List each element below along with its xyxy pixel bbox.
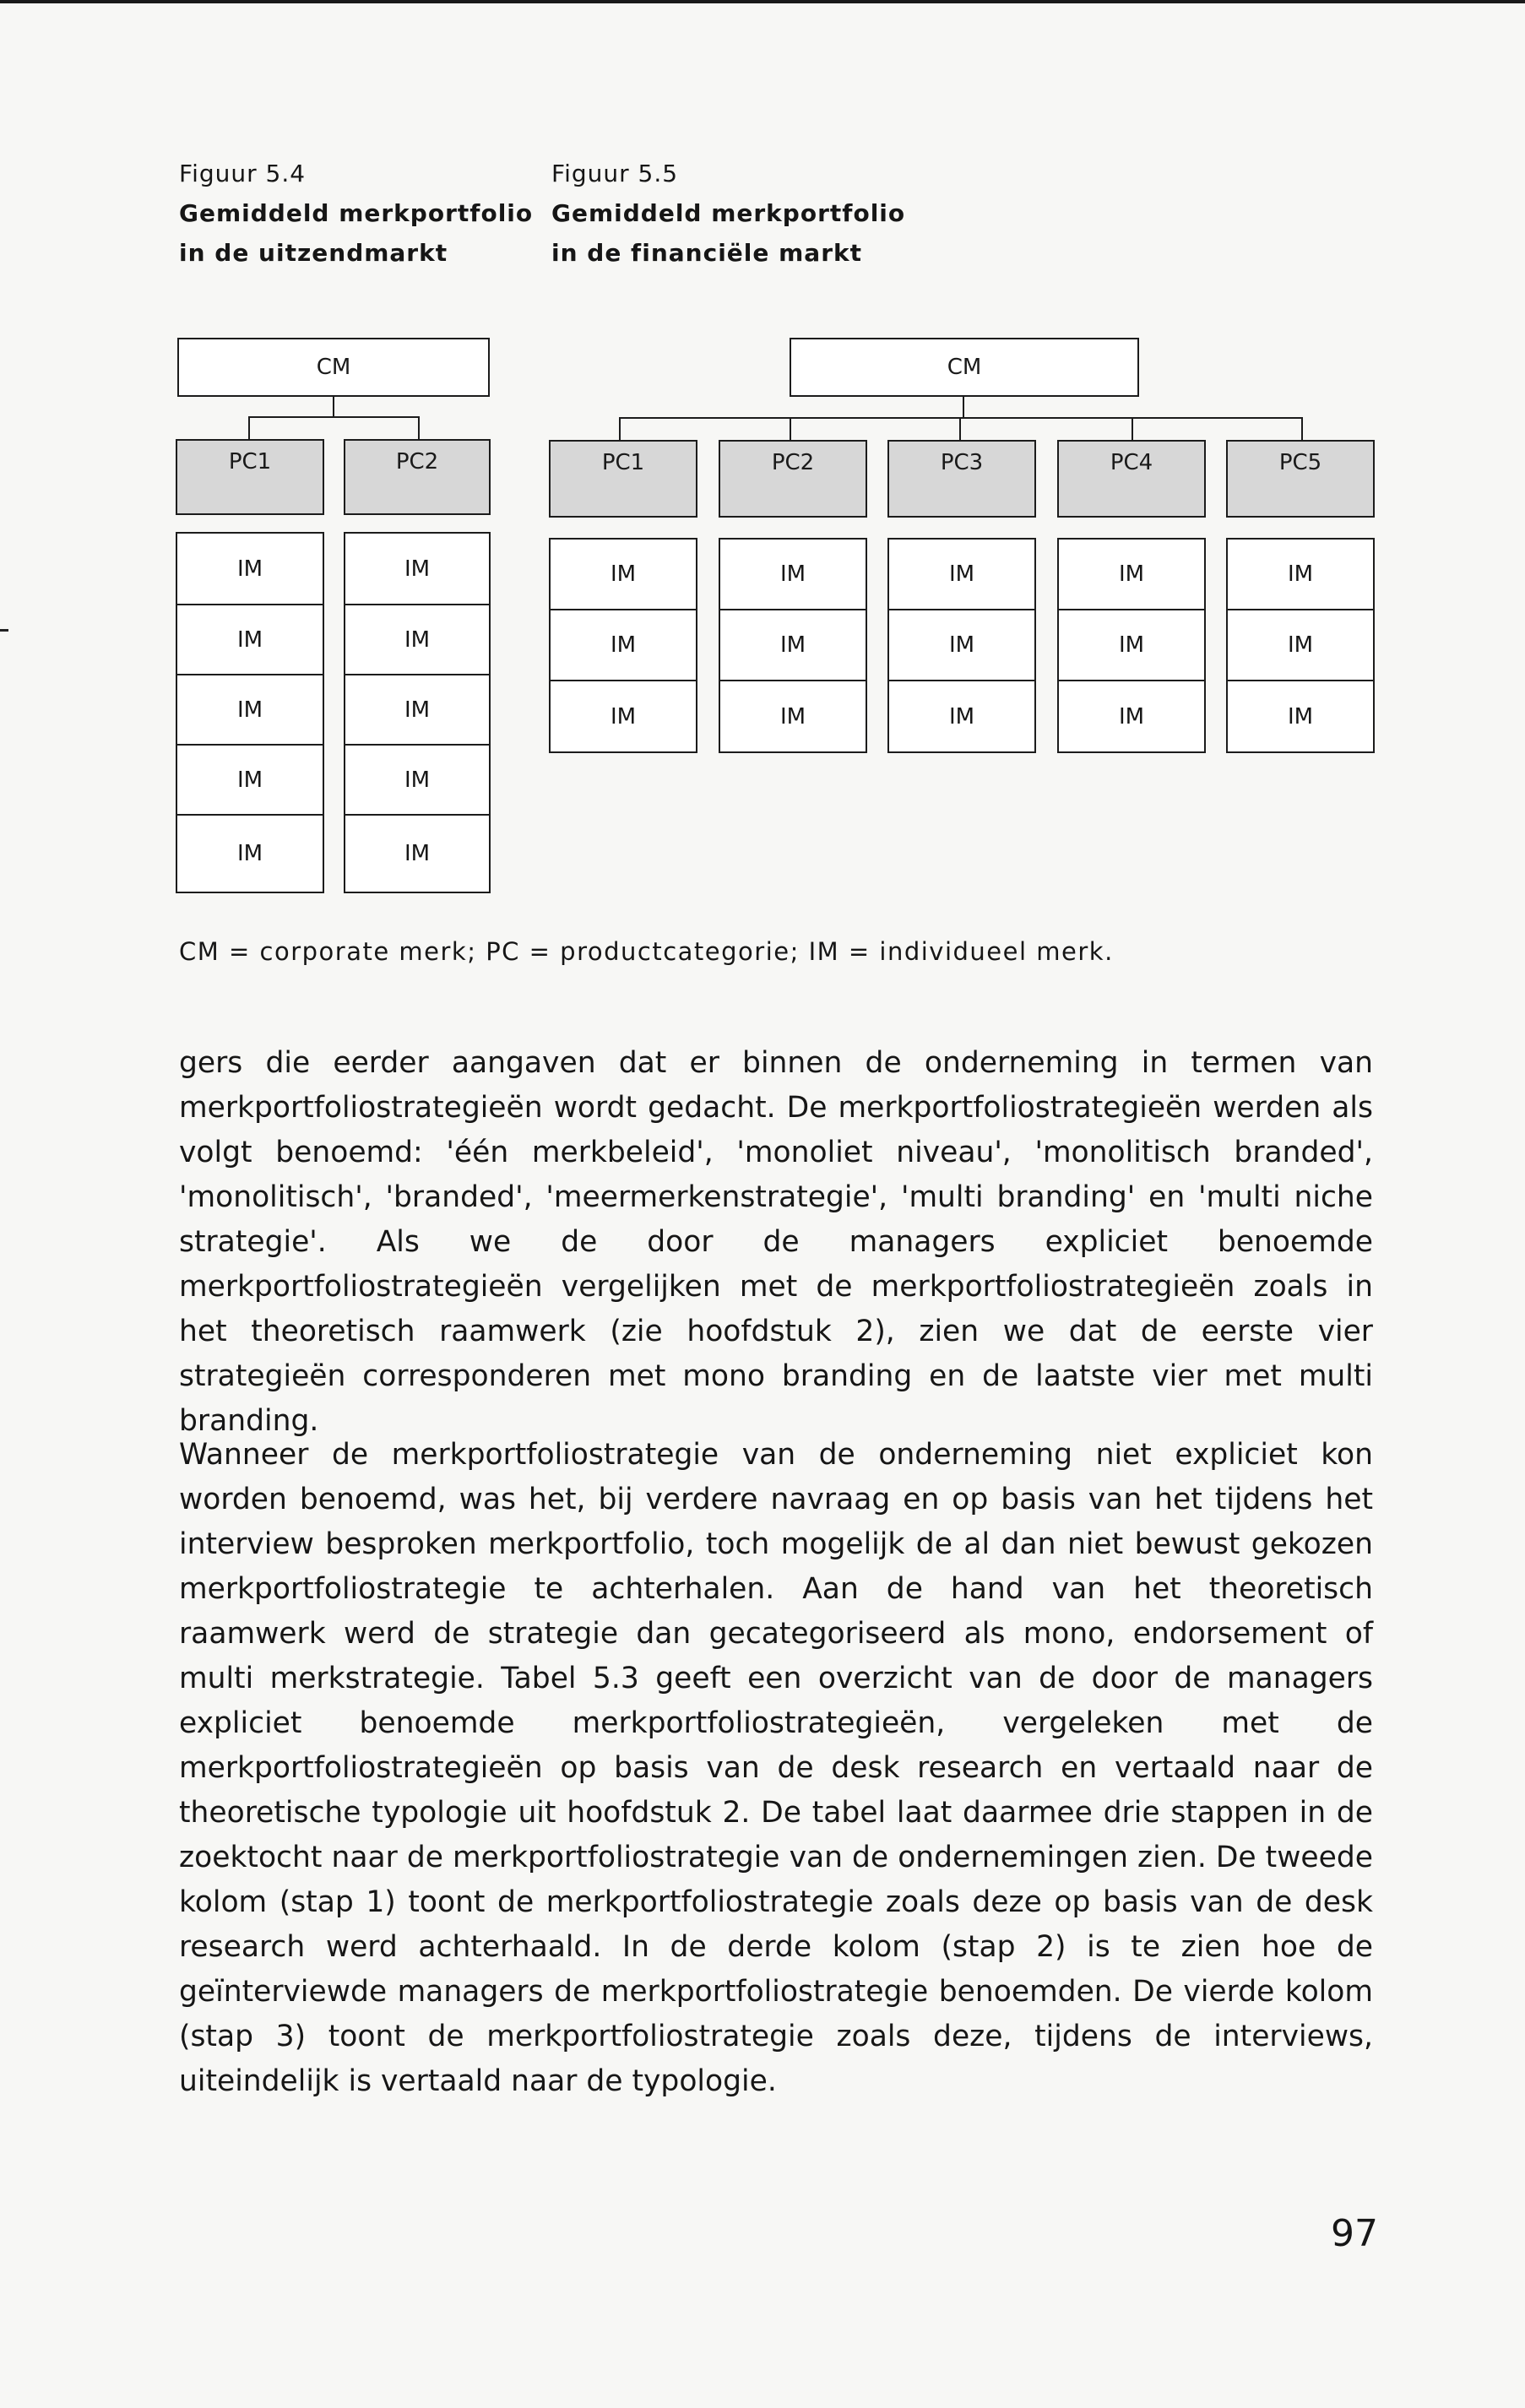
corporate-brand-box: CM [790, 338, 1139, 397]
product-category-box: PC1 [176, 439, 324, 515]
brand-column [344, 532, 491, 893]
connector-line [333, 397, 334, 417]
individual-brand-cell: IM [889, 540, 1034, 610]
individual-brand-cell: IM [948, 703, 975, 729]
figure-5-5-title-line2: in de financiële markt [551, 239, 863, 267]
figure-5-4-number: Figuur 5.4 [179, 160, 307, 187]
figure-5-4-title-line1: Gemiddeld merkportfolio [179, 199, 534, 227]
brand-column [549, 538, 697, 753]
figure-5-4-title-line2: in de uitzendmarkt [179, 239, 448, 267]
individual-brand-cell: IM [1228, 610, 1373, 681]
corporate-brand-box: CM [177, 338, 490, 397]
figure-5-5-caption [551, 154, 905, 273]
individual-brand-cell: IM [177, 534, 323, 605]
figure-5-5-title-line1: Gemiddeld merkportfolio [551, 199, 906, 227]
connector-line [1301, 417, 1303, 441]
individual-brand-cell: IM [404, 841, 431, 866]
page-top-edge [0, 0, 1525, 3]
connector-line [619, 417, 621, 441]
individual-brand-cell: IM [889, 610, 1034, 681]
product-category-box: PC3 [887, 440, 1036, 518]
figure-5-5-number: Figuur 5.5 [551, 160, 679, 187]
product-category-box: PC1 [549, 440, 697, 518]
connector-line [959, 417, 961, 441]
brand-column [1226, 538, 1375, 753]
connector-line [790, 417, 791, 441]
brand-column [1057, 538, 1206, 753]
individual-brand-cell: IM [345, 675, 489, 746]
individual-brand-cell: IM [236, 841, 263, 866]
product-category-box: PC2 [719, 440, 867, 518]
individual-brand-cell: IM [345, 746, 489, 816]
individual-brand-cell: IM [1228, 540, 1373, 610]
product-category-box: PC5 [1226, 440, 1375, 518]
individual-brand-cell: IM [177, 746, 323, 816]
brand-column [887, 538, 1036, 753]
individual-brand-cell: IM [1059, 610, 1204, 681]
individual-brand-cell: IM [551, 610, 696, 681]
individual-brand-cell: IM [345, 605, 489, 675]
individual-brand-cell: IM [720, 610, 866, 681]
individual-brand-cell: IM [610, 703, 637, 729]
connector-line [963, 397, 964, 418]
product-category-box: PC2 [344, 439, 491, 515]
individual-brand-cell: IM [720, 540, 866, 610]
individual-brand-cell: IM [779, 703, 806, 729]
connector-line [1132, 417, 1133, 441]
margin-mark [0, 629, 8, 632]
connector-line [418, 416, 420, 440]
connector-line [248, 416, 250, 440]
figure-5-4-caption [179, 154, 533, 273]
individual-brand-cell: IM [1118, 703, 1145, 729]
figure-legend: CM = corporate merk; PC = productcategorie; IM = individueel merk. [179, 937, 1114, 966]
individual-brand-cell: IM [1059, 540, 1204, 610]
connector-line [619, 417, 1303, 419]
individual-brand-cell: IM [551, 540, 696, 610]
connector-line [248, 416, 419, 418]
page-number: 97 [1331, 2212, 1378, 2255]
body-paragraph-1: gers die eerder aangaven dat er binnen de onderneming in termen van merkportfoliostrategieën wordt gedacht. De merkportfoliostrategieën werden als volgt benoemd: 'één merkbeleid', 'monoliet niveau', 'monolitisch branded', 'monolitisch', 'branded', 'meermerkenstrategie', 'multi branding' en 'multi niche strategie'. Als we de door de managers expliciet benoemde merkportfoliostrategieën vergelijken met de merkportfoliostrategieën zoals in het theoretisch raamwerk (zie hoofdstuk 2), zien we dat de eerste vier strategieën corresponderen met mono branding en de laatste vier met multi branding. [179, 1046, 1373, 1438]
individual-brand-cell: IM [1287, 703, 1314, 729]
product-category-box: PC4 [1057, 440, 1206, 518]
body-paragraph-2: Wanneer de merkportfoliostrategie van de onderneming niet expliciet kon worden benoemd, was het, bij verdere navraag en op basis van het tijdens het interview besproken merkportfolio, toch mogelijk de al dan niet bewust gekozen merkportfoliostrategie te achterhalen. Aan de hand van het theoretisch raamwerk werd de strategie dan gecategoriseerd als mono, endorsement of multi merkstrategie. Tabel 5.3 geeft een overzicht van de door de managers expliciet benoemde merkportfoliostrategieën, vergeleken met de merkportfoliostrategieën op basis van de desk research en vertaald naar de theoretische typologie uit hoofdstuk 2. De tabel laat daarmee drie stappen in de zoektocht naar de merkportfoliostrategie van de ondernemingen zien. De tweede kolom (stap 1) toont de merkportfoliostrategie zoals deze op basis van de desk research werd achterhaald. In de derde kolom (stap 2) is te zien hoe de geïnterviewde managers de merkportfoliostrategie benoemden. De vierde kolom (stap 3) toont de merkportfoliostrategie zoals deze, tijdens de interviews, uiteindelijk is vertaald naar de typologie. [179, 1438, 1373, 2098]
brand-column [176, 532, 324, 893]
brand-column [719, 538, 867, 753]
individual-brand-cell: IM [177, 605, 323, 675]
individual-brand-cell: IM [345, 534, 489, 605]
individual-brand-cell: IM [177, 675, 323, 746]
